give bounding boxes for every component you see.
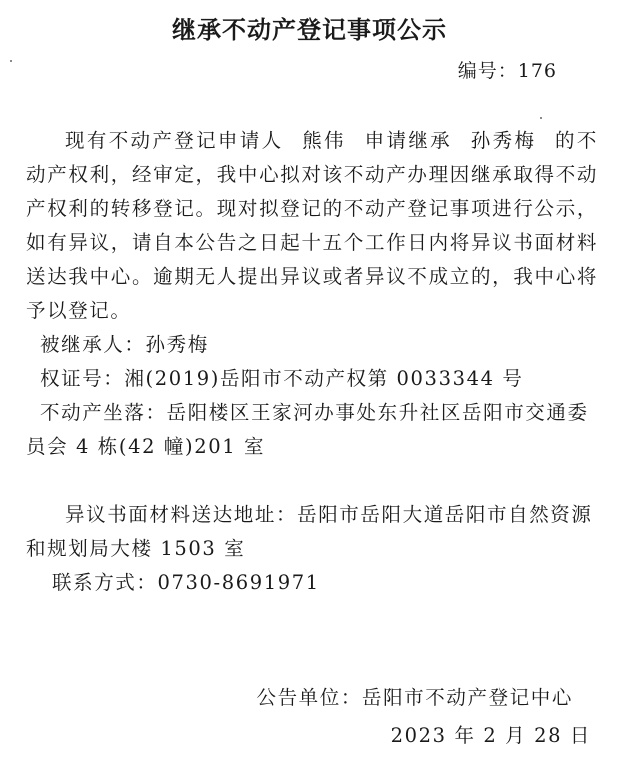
notice-body	[26, 124, 598, 600]
paragraph-text-2: 申请继承	[363, 129, 453, 152]
document-number	[458, 56, 557, 83]
page-title: 继承不动产登记事项公示	[172, 16, 447, 44]
issuer	[256, 682, 573, 710]
objection-address-label: 异议书面材料送达地址：	[65, 503, 298, 526]
decedent-name: 孙秀梅	[470, 129, 537, 152]
paragraph-text-1: 现有不动产登记申请人	[65, 129, 284, 152]
certificate-label: 权证号：	[40, 367, 125, 390]
applicant-name: 熊伟	[301, 129, 346, 152]
paragraph-text-3: 的不动产权利，经审定，我中心拟对该不动产办理因继承取得不动产权利的转移登记。现对拟登记的不动产登记事项进行公示，如有异议，请自本公告之日起十五个工作日内将异议书面材料送达我中心。逾期无人提出异议或者异议不成立的，我中心将予以登记。	[26, 129, 598, 322]
location-row	[26, 396, 598, 464]
issuer-label: 公告单位：	[256, 686, 362, 709]
inheritee-row	[26, 328, 598, 362]
certificate-row	[26, 362, 598, 396]
scan-speck	[540, 117, 542, 119]
document-number-label: 编号：	[457, 60, 518, 82]
issue-date: 2023 年 2 月 28 日	[390, 724, 591, 747]
location-value-line2: 员会 4 栋(42 幢)201 室	[26, 435, 266, 458]
notice-paragraph	[26, 124, 598, 328]
contact-row	[26, 566, 598, 600]
inheritee-value: 孙秀梅	[145, 333, 209, 356]
inheritee-label: 被继承人：	[40, 333, 146, 356]
certificate-value: 湘(2019)岳阳市不动产权第 0033344 号	[124, 367, 524, 390]
contact-value: 0730-8691971	[157, 571, 320, 594]
objection-address-value: 岳阳市岳阳大道岳阳市自然资源和规划局大楼 1503 室	[26, 503, 593, 560]
scan-speck	[10, 60, 12, 62]
contact-label: 联系方式：	[52, 571, 158, 594]
objection-address-row	[26, 498, 598, 566]
location-label: 不动产坐落：	[40, 401, 167, 424]
issuer-value: 岳阳市不动产登记中心	[361, 686, 573, 709]
document-number-value: 176	[517, 60, 557, 82]
location-value-line1: 岳阳楼区王家河办事处东升社区岳阳市交通委	[166, 401, 589, 424]
